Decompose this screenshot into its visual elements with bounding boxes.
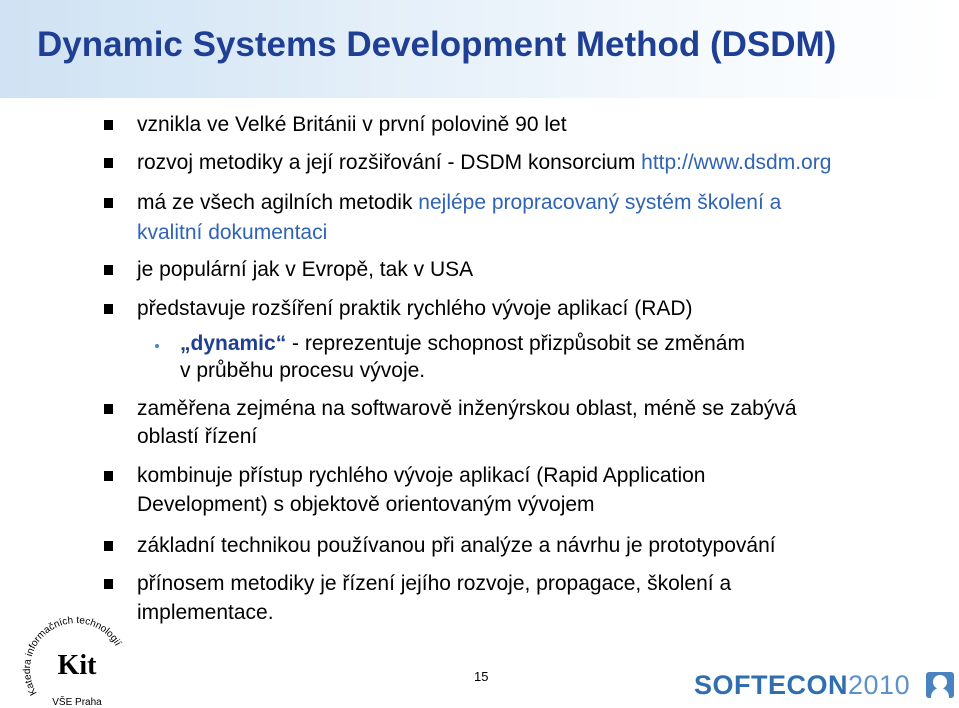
kit-logo-arc-text: Katedra informačních technologií bbox=[22, 615, 123, 698]
bullet-square bbox=[104, 265, 113, 275]
page-number: 15 bbox=[474, 669, 489, 684]
bullet-4: je populární jak v Evropě, tak v USA bbox=[137, 258, 474, 281]
bullet-7-cont: Development) s objektově orientovaným vývojem bbox=[137, 493, 595, 516]
bullet-square bbox=[104, 198, 113, 208]
kit-logo bbox=[22, 615, 132, 708]
bullet-3-highlight: nejlépe propracovaný systém školení a bbox=[418, 191, 782, 214]
bullet-6-cont: oblastí řízení bbox=[137, 425, 258, 448]
bullet-square bbox=[104, 404, 113, 414]
bullet-square bbox=[104, 158, 113, 168]
bullet-square bbox=[104, 120, 113, 130]
bullet-3-highlight-cont: kvalitní dokumentaci bbox=[137, 221, 328, 244]
person-icon bbox=[926, 672, 954, 698]
softecon-name: SOFTECON bbox=[694, 670, 849, 700]
dsdm-link[interactable]: http://www.dsdm.org bbox=[641, 151, 832, 174]
bullet-8: základní technikou používanou při analýze a návrhu je prototypování bbox=[137, 534, 776, 557]
dynamic-keyword: „dynamic“ bbox=[180, 332, 287, 355]
kit-logo-bottom: VŠE Praha bbox=[52, 697, 102, 708]
bullet-square bbox=[104, 541, 113, 551]
softecon-logo bbox=[694, 670, 910, 701]
bullet-9: přínosem metodiky je řízení jejího rozvoje, propagace, školení a bbox=[137, 572, 732, 595]
sub-bullet-line-1 bbox=[180, 331, 745, 357]
bullet-7: kombinuje přístup rychlého vývoje aplikací (Rapid Application bbox=[137, 464, 706, 487]
bullet-6: zaměřena zejména na softwarově inženýrskou oblast, méně se zabývá bbox=[137, 397, 797, 420]
bullet-2 bbox=[137, 148, 831, 178]
bullet-square bbox=[104, 471, 113, 481]
bullet-2-text: rozvoj metodiky a její rozšiřování - DSDM konsorcium bbox=[137, 151, 642, 174]
slide-title: Dynamic Systems Development Method (DSDM) bbox=[37, 25, 837, 64]
kit-logo-main: Kit bbox=[57, 650, 97, 681]
bullet-square bbox=[104, 579, 113, 589]
sub-bullet-line-2: v průběhu procesu vývoje. bbox=[180, 359, 426, 382]
bullet-9-cont: implementace. bbox=[137, 601, 274, 624]
bullet-5: představuje rozšíření praktik rychlého vývoje aplikací (RAD) bbox=[137, 297, 693, 320]
bullet-square bbox=[104, 304, 113, 314]
bullet-1: vznikla ve Velké Británii v první polovině 90 let bbox=[137, 113, 567, 136]
bullet-3 bbox=[137, 188, 781, 218]
bullet-3-text: má ze všech agilních metodik bbox=[137, 191, 419, 214]
softecon-year: 2010 bbox=[848, 670, 911, 700]
sub-bullet-dot bbox=[155, 344, 159, 348]
sub-bullet-text: - reprezentuje schopnost přizpůsobit se změnám bbox=[286, 332, 745, 355]
